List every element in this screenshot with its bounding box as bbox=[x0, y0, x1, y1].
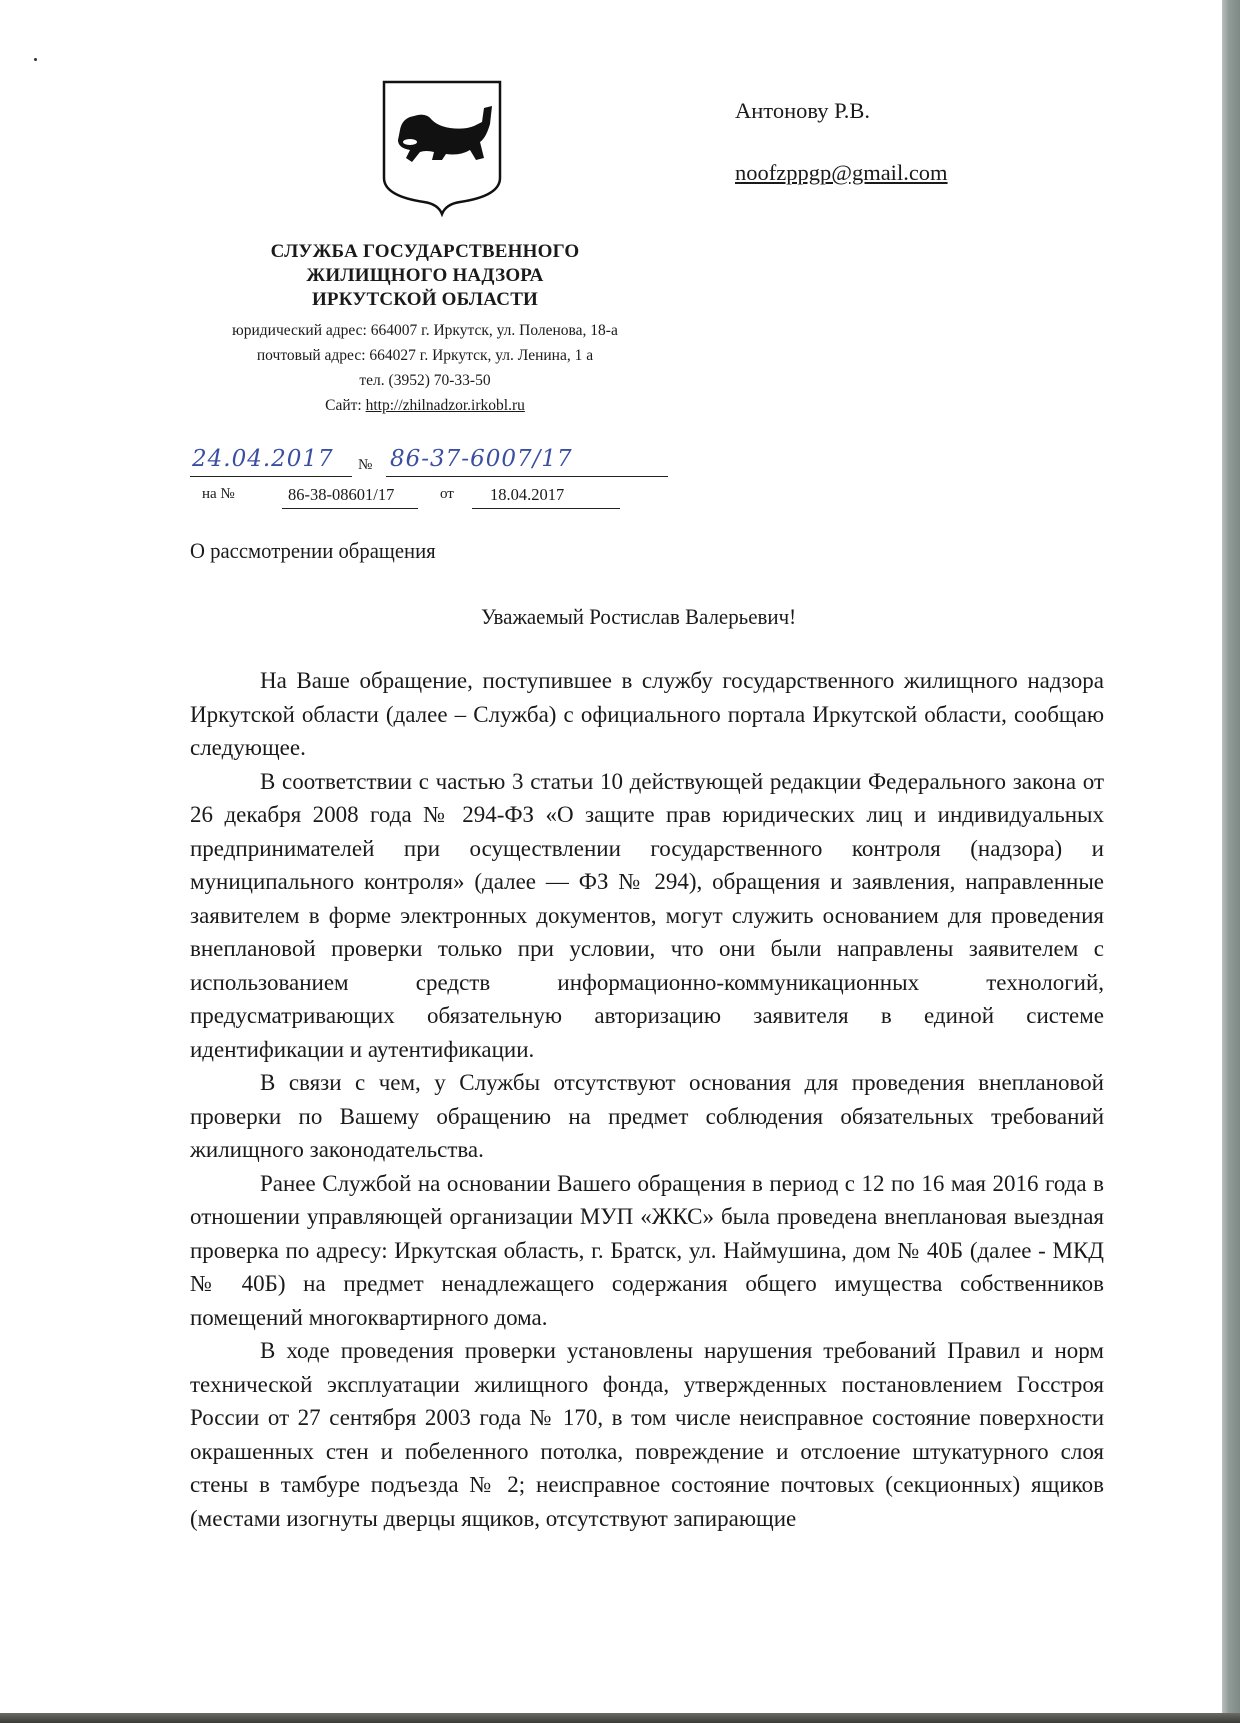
number-underline bbox=[386, 476, 668, 477]
recipient-email-link[interactable]: noofzppgp@gmail.com bbox=[735, 160, 948, 185]
recipient-name: Антонову Р.В. bbox=[735, 98, 871, 123]
scan-edge-bottom bbox=[0, 1713, 1240, 1723]
org-name-line: ЖИЛИЩНОГО НАДЗОРА bbox=[306, 265, 544, 286]
phone: тел. (3952) 70-33-50 bbox=[359, 372, 491, 389]
organization-name bbox=[190, 240, 660, 312]
legal-address: юридический адрес: 664007 г. Иркутск, ул. Поленова, 18-а bbox=[232, 322, 618, 339]
scan-speck bbox=[34, 58, 37, 61]
date-underline bbox=[190, 476, 352, 477]
letter-subject: О рассмотрении обращения bbox=[190, 538, 436, 563]
website-label: Сайт: bbox=[325, 397, 362, 414]
paragraph: В связи с чем, у Службы отсутствуют основания для проведения внеплановой проверки по Вашему обращению на предмет соблюдения обязательных требований жилищного законодательства. bbox=[190, 1070, 1104, 1162]
organization-contacts bbox=[190, 318, 660, 418]
paragraph: В соответствии с частью 3 статьи 10 действующей редакции Федерального закона от 26 декабря 2008 года № 294-ФЗ «О защите прав юридических лиц и индивидуальных предпринимателей при осуществлении государственного контроля (надзора) и муниципального контроля» (далее — ФЗ № 294), обращения и заявления, направленные заявителем в форме электронных документов, могут служить основанием для проведения внеплановой проверки только при условии, что они были направлены заявителем с использованием средств информационно-коммуникационных технологий, предусматривающих обязательную авторизацию заявителя в единой системе идентификации и аутентификации. bbox=[190, 768, 1104, 1062]
coat-of-arms-icon bbox=[380, 78, 504, 218]
salutation: Уважаемый Ростислав Валерьевич! bbox=[481, 604, 797, 629]
paragraph: На Ваше обращение, поступившее в службу государственного жилищного надзора Иркутской области (далее – Служба) с официального портала Иркутской области, сообщаю следующее. bbox=[190, 668, 1104, 760]
paragraph: Ранее Службой на основании Вашего обращения в период с 12 по 16 мая 2016 года в отношении управляющей организации МУП «ЖКС» была проведена внеплановая выездная проверка по адресу: Иркутская область, г. Братск, ул. Наймушина, дом № 40Б (далее - МКД № 40Б) на предмет ненадлежащего содержания общего имущества собственников помещений многоквартирного дома. bbox=[190, 1170, 1104, 1330]
org-name-line: ИРКУТСКОЙ ОБЛАСТИ bbox=[311, 289, 539, 310]
letter-body bbox=[190, 664, 1104, 1535]
handwritten-number: 86-37-6007/17 bbox=[390, 446, 573, 472]
scan-edge-right bbox=[1222, 0, 1240, 1723]
from-label: от bbox=[440, 486, 454, 502]
postal-address: почтовый адрес: 664027 г. Иркутск, ул. Ленина, 1 а bbox=[256, 347, 594, 364]
website bbox=[190, 393, 660, 418]
number-sign: № bbox=[358, 457, 373, 473]
reply-reference bbox=[190, 482, 670, 512]
outgoing-registration bbox=[190, 446, 670, 480]
reply-to-number: 86-38-08601/17 bbox=[288, 485, 395, 504]
reply-to-date: 18.04.2017 bbox=[490, 485, 565, 504]
reply-number-underline bbox=[282, 508, 418, 509]
reply-date-underline bbox=[472, 508, 620, 509]
paragraph: В ходе проведения проверки установлены нарушения требований Правил и норм технической эксплуатации жилищного фонда, утвержденных постановлением Госстроя России от 27 сентября 2003 года № 170, в том числе неисправное состояние поверхности окрашенных стен и побеленного потолка, повреждение и отслоение штукатурного слоя стены в тамбуре подъезда № 2; неисправное состояние почтовых (секционных) ящиков (местами изогнуты дверцы ящиков, отсутствуют запирающие bbox=[190, 1338, 1104, 1531]
reply-to-label: на № bbox=[202, 486, 235, 502]
org-name-line: СЛУЖБА ГОСУДАРСТВЕННОГО bbox=[270, 241, 580, 262]
website-link[interactable]: http://zhilnadzor.irkobl.ru bbox=[365, 397, 525, 414]
handwritten-date: 24.04.2017 bbox=[192, 446, 334, 472]
